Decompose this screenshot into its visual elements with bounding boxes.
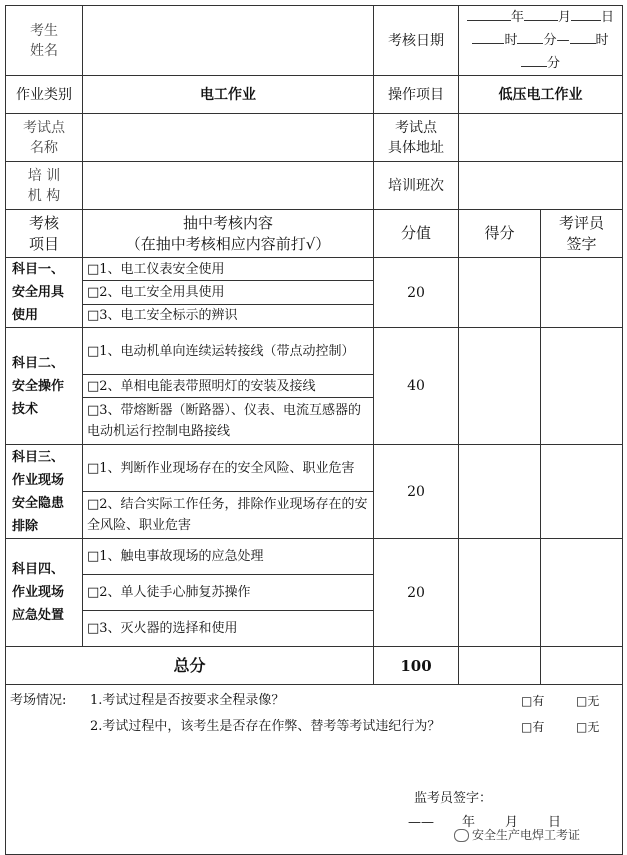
exam-date-field[interactable]	[459, 6, 623, 76]
date-day-unit: 日	[601, 10, 615, 25]
notes-question-1: 1.考试过程是否按要求全程录像？	[90, 693, 285, 708]
subject-1-item-1[interactable]: □1、电工仪表安全使用	[83, 258, 374, 281]
exam-notes-section	[6, 685, 623, 855]
candidate-name-field[interactable]	[83, 6, 374, 76]
subject-1-examiner[interactable]	[541, 258, 623, 328]
q1-no-checkbox[interactable]	[576, 691, 599, 712]
q1-yes-label: □有	[521, 694, 545, 708]
subject-2-name: 科目二、 安全操作 技术	[6, 328, 83, 445]
time-minute-unit: 分—	[543, 33, 570, 48]
training-class-field[interactable]	[459, 162, 623, 210]
subject-3-item-2[interactable]: □2、结合实际工作任务，排除作业现场存在的安全风险、职业危害	[83, 492, 374, 539]
date-year-unit: 年	[510, 10, 524, 25]
subject-4-got[interactable]	[459, 539, 541, 647]
subject-2-got[interactable]	[459, 328, 541, 445]
col-score-header: 分值	[374, 210, 459, 258]
subject-1-score: 20	[374, 258, 459, 328]
candidate-name-label: 考生 姓名	[6, 6, 83, 76]
subject-1-got[interactable]	[459, 258, 541, 328]
exam-site-address-field[interactable]	[459, 114, 623, 162]
col-content-header	[83, 210, 374, 258]
subject-2-item-2[interactable]: □2、单相电能表带照明灯的安装及接线	[83, 375, 374, 398]
sig-day-unit: 日	[548, 815, 562, 830]
col-item-header: 考核 项目	[6, 210, 83, 258]
notes-question-2: 2.考试过程中，该考生是否存在作弊、替考等考试违纪行为？	[90, 719, 441, 734]
subject-3-examiner[interactable]	[541, 445, 623, 539]
training-class-label: 培训班次	[374, 162, 459, 210]
time-line	[462, 29, 619, 75]
subject-3-got[interactable]	[459, 445, 541, 539]
content-subtitle: （在抽中考核相应内容前打√）	[125, 234, 331, 253]
date-line	[462, 6, 619, 29]
col-examiner-header: 考评员 签字	[541, 210, 623, 258]
project-label: 操作项目	[374, 76, 459, 114]
subject-2-item-3[interactable]: □3、带熔断器（断路器）、仪表、电流互感器的电动机运行控制电路接线	[83, 398, 374, 445]
category-value: 电工作业	[83, 76, 374, 114]
training-org-field[interactable]	[83, 162, 374, 210]
q2-no-checkbox[interactable]	[576, 717, 599, 738]
q1-yes-checkbox[interactable]	[521, 691, 544, 712]
wechat-icon	[454, 829, 469, 842]
notes-prefix: 考场情况:	[10, 693, 67, 708]
time-hour-unit: 时	[504, 33, 518, 48]
q1-no-label: □无	[576, 694, 600, 708]
subject-1-item-2[interactable]: □2、电工安全用具使用	[83, 281, 374, 304]
content-title: 抽中考核内容	[182, 213, 273, 232]
q2-yes-checkbox[interactable]	[521, 717, 544, 738]
subject-3-score: 20	[374, 445, 459, 539]
exam-record-form	[5, 5, 622, 842]
col-got-header: 得分	[459, 210, 541, 258]
total-got[interactable]	[459, 647, 541, 685]
category-label: 作业类别	[6, 76, 83, 114]
supervisor-signature-label: 监考员签字：	[414, 791, 493, 806]
q2-no-label: □无	[576, 720, 600, 734]
subject-4-item-1[interactable]: □1、触电事故现场的应急处理	[83, 539, 374, 575]
form-table	[5, 5, 623, 855]
exam-date-label: 考核日期	[374, 6, 459, 76]
subject-3-name: 科目三、 作业现场 安全隐患 排除	[6, 445, 83, 539]
subject-2-item-1[interactable]: □1、电动机单向连续运转接线（带点动控制）	[83, 328, 374, 375]
total-label: 总分	[6, 647, 374, 685]
q2-yes-label: □有	[521, 720, 545, 734]
exam-site-address-label: 考试点 具体地址	[374, 114, 459, 162]
sig-month-unit: 月	[505, 815, 519, 830]
subject-2-score: 40	[374, 328, 459, 445]
watermark	[454, 825, 580, 845]
date-dash: ——	[408, 815, 434, 830]
exam-site-label: 考试点 名称	[6, 114, 83, 162]
watermark-text: 安全生产电焊工考证	[472, 828, 581, 842]
subject-4-name: 科目四、 作业现场 应急处置	[6, 539, 83, 647]
sig-year-unit: 年	[462, 815, 476, 830]
total-examiner[interactable]	[541, 647, 623, 685]
exam-site-field[interactable]	[83, 114, 374, 162]
project-value: 低压电工作业	[459, 76, 623, 114]
time-minute2-unit: 分	[546, 56, 560, 71]
training-org-label: 培 训 机 构	[6, 162, 83, 210]
date-month-unit: 月	[557, 10, 571, 25]
subject-4-score: 20	[374, 539, 459, 647]
subject-4-item-2[interactable]: □2、单人徒手心肺复苏操作	[83, 575, 374, 611]
subject-1-item-3[interactable]: □3、电工安全标示的辨识	[83, 304, 374, 327]
subject-1-name: 科目一、 安全用具 使用	[6, 258, 83, 328]
total-score: 100	[374, 647, 459, 685]
subject-2-examiner[interactable]	[541, 328, 623, 445]
subject-3-item-1[interactable]: □1、判断作业现场存在的安全风险、职业危害	[83, 445, 374, 492]
subject-4-examiner[interactable]	[541, 539, 623, 647]
subject-4-item-3[interactable]: □3、灭火器的选择和使用	[83, 611, 374, 647]
time-hour2-unit: 时	[595, 33, 609, 48]
